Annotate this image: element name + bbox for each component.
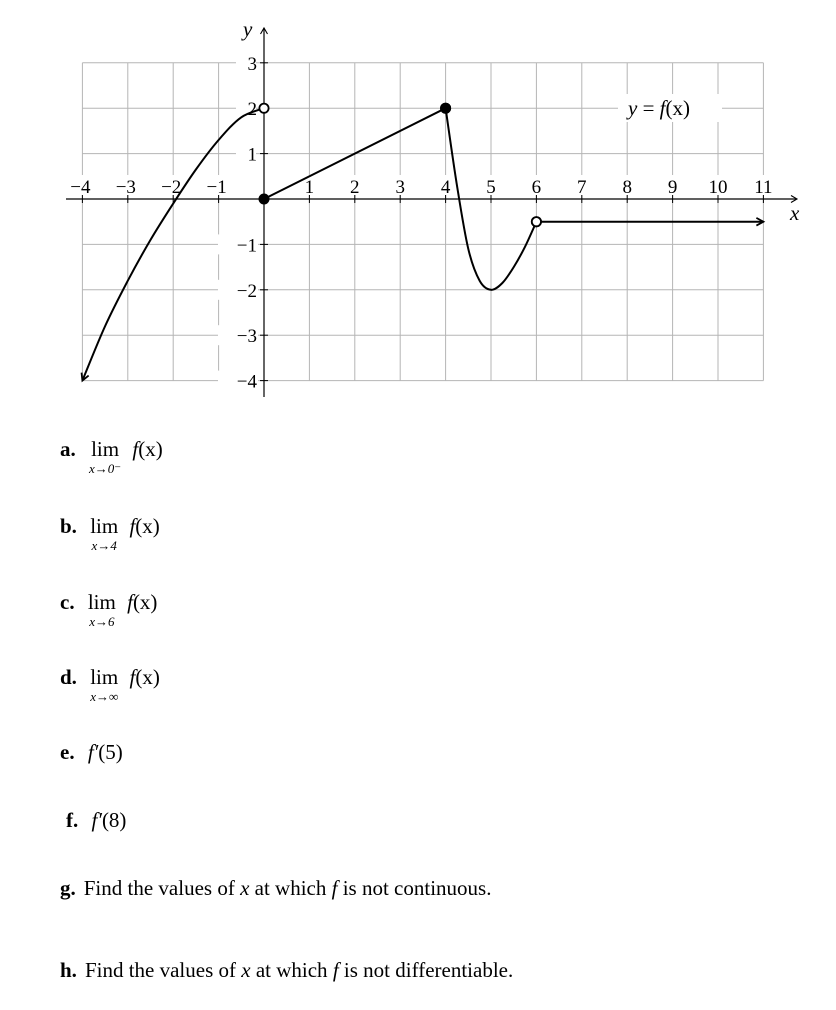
x-tick-label: 9 [667,177,678,198]
question-a-sub: x→0⁻ [89,461,122,476]
question-d-limit [90,665,118,703]
question-f [66,808,126,832]
question-h-var-f: f [332,958,339,982]
graph-of-f [0,0,836,410]
question-d [60,665,160,703]
question-f-letter: f. [66,808,79,832]
x-tick-label: 7 [577,177,587,198]
x-tick-label: 3 [395,177,405,198]
question-h-text-1: Find the values of [84,958,242,982]
question-a [60,437,163,475]
x-tick-label: −1 [206,177,227,198]
question-b-arg: (x) [135,514,160,538]
question-d-fn: f [129,665,136,689]
axes [66,28,797,397]
question-f-fn: f′ [91,808,102,832]
question-b-letter: b. [60,514,77,538]
x-tick-label: 2 [350,177,360,198]
question-g-text-3: is not continuous. [337,876,492,900]
question-g-var-x: x [240,876,250,900]
question-b-sub: x→4 [91,538,117,553]
y-tick-label: −4 [236,371,257,393]
open-dot [259,104,268,113]
question-e-arg: (5) [98,740,123,764]
question-a-lim: lim [91,437,120,461]
question-h-var-x: x [241,958,251,982]
question-c-arg: (x) [132,590,158,614]
y-tick-label: −1 [236,235,257,257]
question-a-limit [89,437,121,475]
question-g-var-f: f [331,876,338,900]
question-c [60,590,157,628]
question-d-lim: lim [90,665,119,689]
question-c-sub: x→6 [89,614,115,629]
question-h-letter: h. [60,958,77,982]
y-tick-label: −2 [236,280,257,302]
question-g-text-1: Find the values of [83,876,241,900]
x-tick-label: −4 [70,177,91,198]
question-d-arg: (x) [135,665,160,689]
x-tick-label: 1 [304,177,315,198]
y-tick-label: −3 [236,326,257,348]
x-axis-label: x [790,201,800,225]
question-h-text-3: is not differentiable. [338,958,514,982]
question-c-limit [88,590,116,628]
question-b-fn: f [129,514,136,538]
open-dot [532,217,541,226]
question-h [60,958,513,982]
question-b-lim: lim [90,514,119,538]
question-g-text-2: at which [249,876,332,900]
y-tick-label: 1 [247,144,257,166]
y-tick-label: 2 [247,99,257,121]
question-g [60,876,491,900]
x-tick-label: 4 [440,177,451,198]
question-c-letter: c. [60,590,75,614]
x-tick-label: 8 [622,177,632,198]
question-a-arg: (x) [138,437,163,461]
question-a-letter: a. [60,437,76,461]
question-e-letter: e. [60,740,75,764]
x-tick-label: 5 [486,177,496,198]
question-e [60,740,123,764]
question-e-fn: f′ [87,740,99,764]
function-label: y = f(x) [628,96,691,120]
closed-dot [259,194,269,204]
x-tick-label: 11 [754,177,773,198]
question-f-arg: (8) [101,808,127,832]
question-h-text-2: at which [250,958,333,982]
question-c-lim: lim [87,590,116,614]
question-d-letter: d. [60,665,77,689]
y-tick-label: 3 [247,53,257,75]
closed-dot [441,103,451,113]
question-b-limit [90,514,118,552]
question-c-fn: f [127,590,133,614]
x-tick-label: −2 [161,177,182,198]
question-d-sub: x→∞ [90,689,119,704]
x-tick-label: 6 [531,177,542,198]
question-a-fn: f [132,437,139,461]
question-b [60,514,160,552]
x-tick-label: 10 [708,177,728,198]
y-axis-label: y [243,17,253,41]
x-tick-label: −3 [115,177,136,198]
question-g-letter: g. [60,876,76,900]
